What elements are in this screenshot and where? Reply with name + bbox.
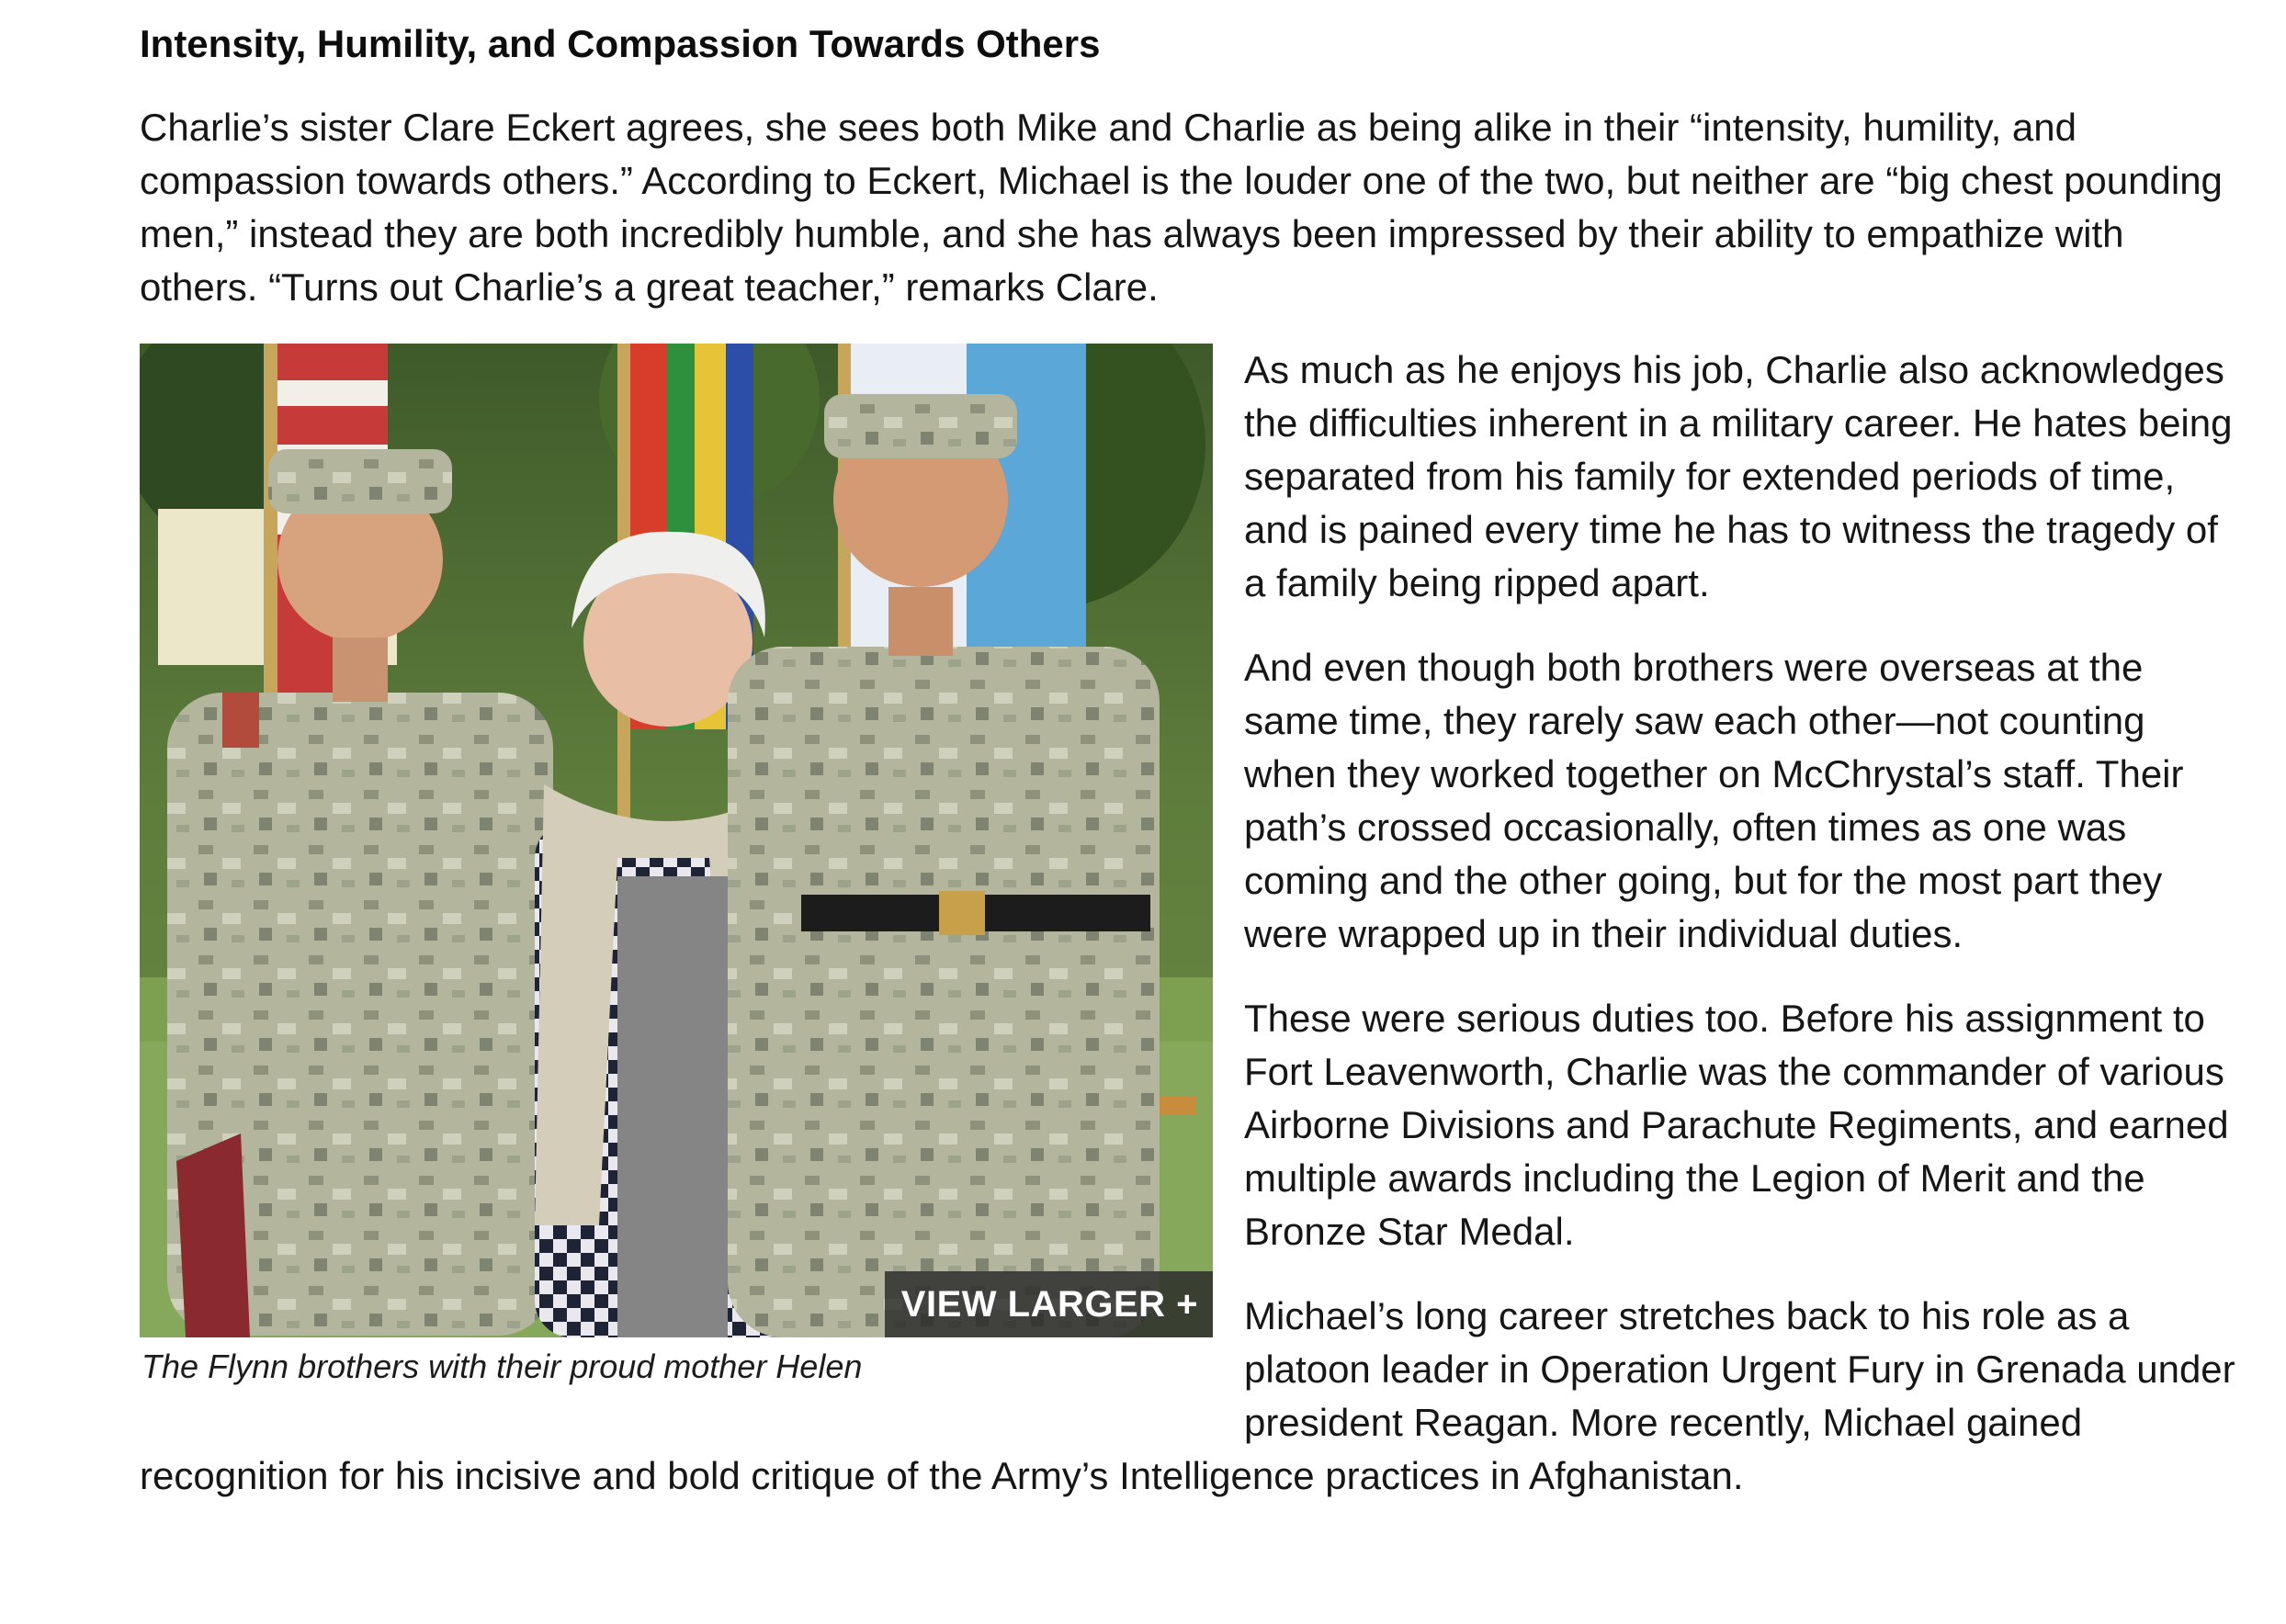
body-paragraph: Michael’s long career stretches back to his role as a platoon leader in Operation Urgent Fury in Grenada under president Reagan. More recently, Michael gained recognition for his incisive and bold critique of the Army’s Intelligence practices in Afghanistan. [140, 1294, 2235, 1497]
body-paragraph: As much as he enjoys his job, Charlie also acknowledges the difficulties inherent in a military career. He hates being separated from his family for extended periods of time, and is pained every time he has to witness the tragedy of a family being ripped apart. [1244, 348, 2233, 604]
section-heading: Intensity, Humility, and Compassion Towards Others [140, 22, 1101, 65]
photo-illustration [140, 344, 1213, 1337]
article-photo[interactable] [140, 344, 1213, 1337]
view-larger-button[interactable]: VIEW LARGER + [885, 1271, 1213, 1337]
intro-paragraph: Charlie’s sister Clare Eckert agrees, she sees both Mike and Charlie as being alike in their “intensity, humility, and compassion towards others.” According to Eckert, Michael is the louder one of the two, but neither are “big chest pounding men,” instead they are both incredibly humble, and she has always been impressed by their ability to empathize with others. “Turns out Charlie’s a great teacher,” remarks Clare. [140, 106, 2223, 309]
photo-figure [140, 344, 1213, 1389]
article [140, 18, 2244, 1503]
body-paragraph: These were serious duties too. Before his assignment to Fort Leavenworth, Charlie was the commander of various Airborne Divisions and Parachute Regiments, and earned multiple awards including the Legion of Merit and the Bronze Star Medal. [1244, 997, 2229, 1253]
photo-caption: The Flynn brothers with their proud mother Helen [141, 1348, 863, 1385]
body-paragraph: And even though both brothers were overseas at the same time, they rarely saw each other—not counting when they worked together on McChrystal’s staff. Their path’s crossed occasionally, often times as one was coming and the other going, but for the most part they were wrapped up in their individual duties. [1244, 646, 2184, 955]
